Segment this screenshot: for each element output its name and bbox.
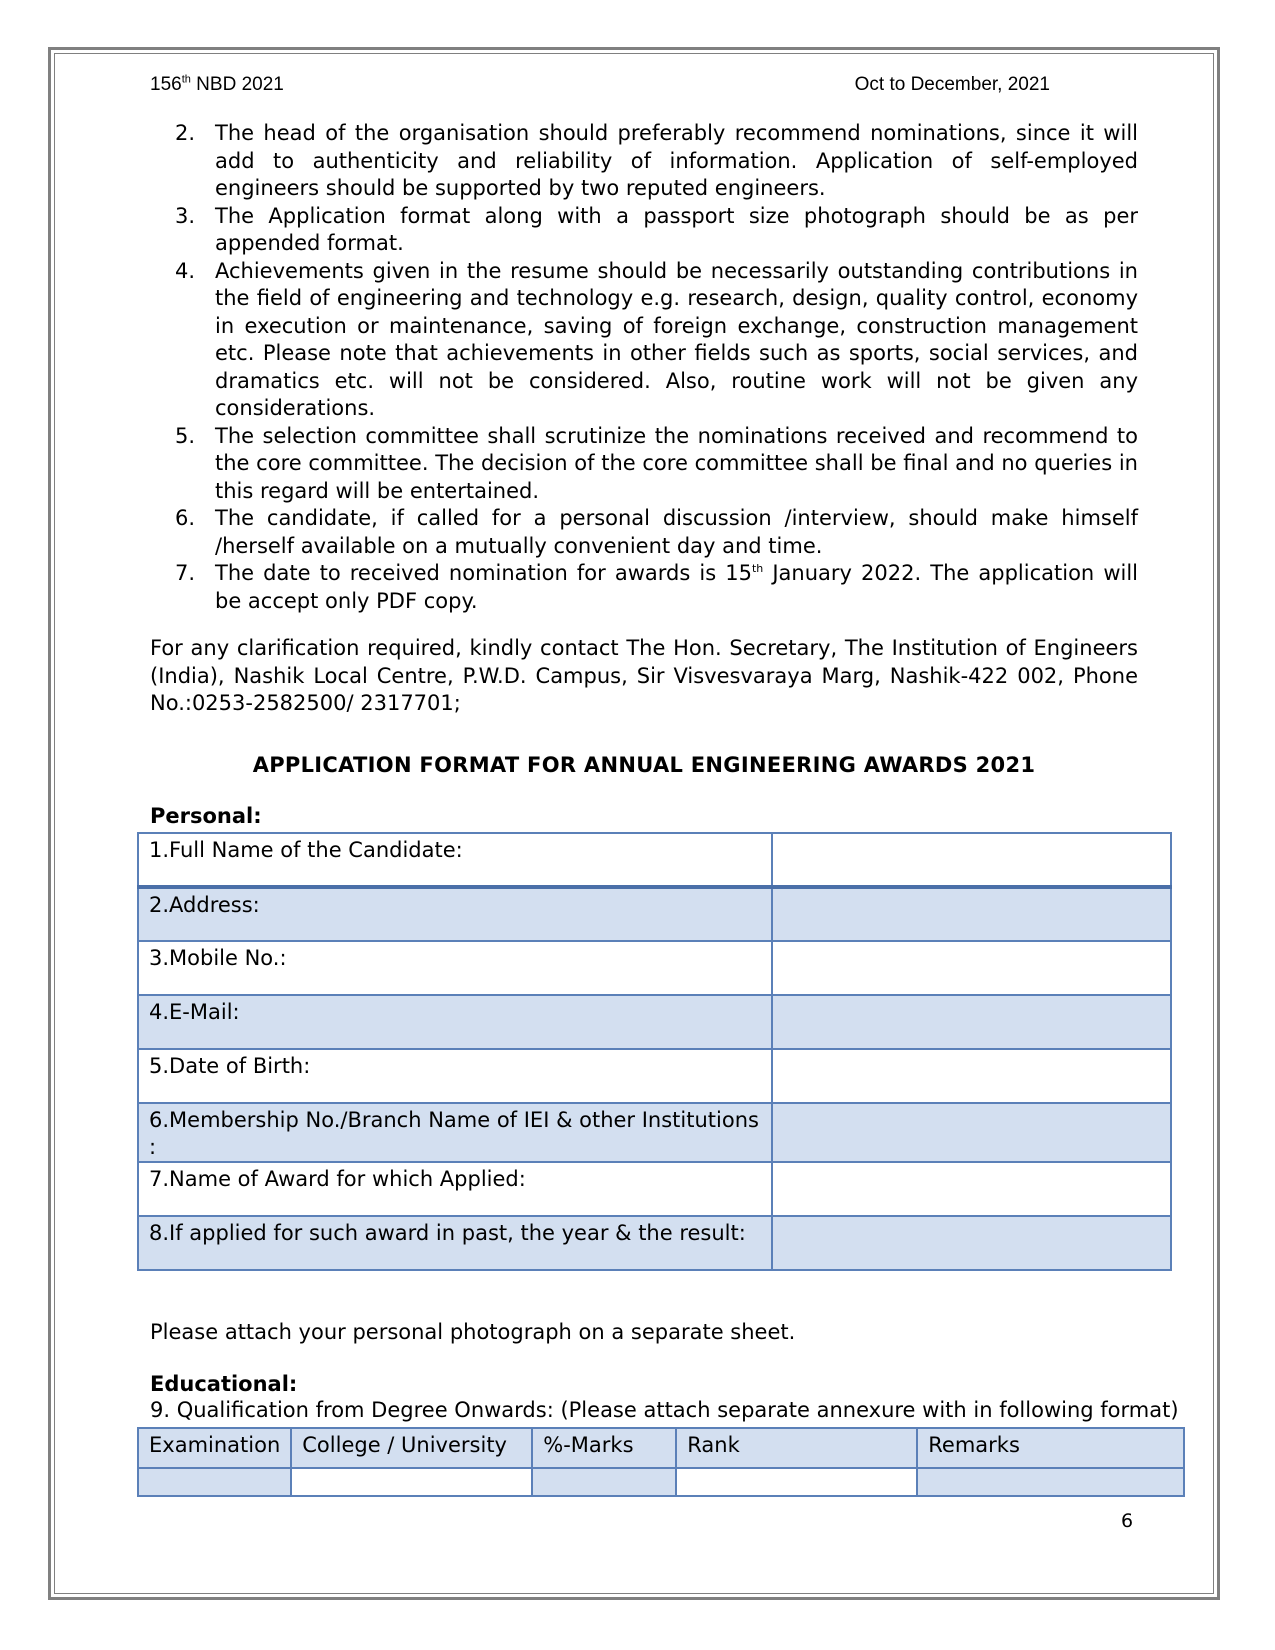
qualification-instruction: 9. Qualification from Degree Onwards: (Please attach separate annexure with in following format) — [150, 1398, 1179, 1422]
educational-section-label: Educational: — [150, 1372, 298, 1396]
field-label: 3.Mobile No.: — [138, 941, 772, 995]
rule-item: 4. Achievements given in the resume should be necessarily outstanding contributions in the field of engineering and technology e.g. research, design, quality control, economy in execution or maintenance, saving of foreign exchange, construction management etc. Please note that achievements in other fields such as sports, social services, and dramatics etc. will not be considered. Also, routine work will not be given any considerations. — [175, 258, 1138, 420]
table-row — [138, 1049, 1171, 1103]
table-row — [138, 1103, 1171, 1162]
table-cell[interactable] — [291, 1468, 532, 1496]
rule-item: 6. The candidate, if called for a personal discussion /interview, should make himself /herself available on a mutually convenient day and time. — [175, 506, 1138, 558]
field-value-cell[interactable] — [772, 1103, 1171, 1162]
table-row — [138, 833, 1171, 887]
table-row — [138, 1162, 1171, 1216]
personal-details-table — [137, 832, 1172, 1271]
rule-item: 2. The head of the organisation should preferably recommend nominations, since it will add to authenticity and reliability of information. Application of self-employed engineers should be supported by two reputed engineers. — [175, 121, 1138, 200]
field-label: 2.Address: — [138, 887, 772, 941]
field-label: 5.Date of Birth: — [138, 1049, 772, 1103]
column-header: Rank — [676, 1428, 917, 1468]
field-label: 6.Membership No./Branch Name of IEI & other Institutions : — [138, 1103, 772, 1162]
photo-note: Please attach your personal photograph on a separate sheet. — [150, 1320, 796, 1344]
header-edition: 156th NBD 2021 — [150, 73, 284, 95]
field-value-cell[interactable] — [772, 833, 1171, 887]
rule-item: 5. The selection committee shall scrutinize the nominations received and recommend to the core committee. The decision of the core committee shall be final and no queries in this regard will be entertained. — [175, 423, 1138, 503]
table-cell[interactable] — [532, 1468, 676, 1496]
field-label: 8.If applied for such award in past, the year & the result: — [138, 1216, 772, 1270]
table-header-row — [138, 1428, 1184, 1468]
field-value-cell[interactable] — [772, 995, 1171, 1049]
field-value-cell[interactable] — [772, 887, 1171, 941]
column-header: Remarks — [917, 1428, 1184, 1468]
table-cell[interactable] — [676, 1468, 917, 1496]
table-row — [138, 887, 1171, 941]
field-label: 1.Full Name of the Candidate: — [138, 833, 772, 887]
table-row — [138, 1216, 1171, 1270]
table-row — [138, 941, 1171, 995]
table-row — [138, 995, 1171, 1049]
page-number: 6 — [1121, 1510, 1134, 1532]
column-header: Examination — [138, 1428, 291, 1468]
contact-paragraph: For any clarification required, kindly contact The Hon. Secretary, The Institution of Engineers (India), Nashik Local Centre, P.W.D. Campus, Sir Visvesvaraya Marg, Nashik-422 002, Phone No.:0253-2582500/ 2317701; — [150, 636, 1138, 715]
field-value-cell[interactable] — [772, 1162, 1171, 1216]
qualification-table — [137, 1427, 1185, 1497]
table-cell[interactable] — [138, 1468, 291, 1496]
field-label: 4.E-Mail: — [138, 995, 772, 1049]
table-row — [138, 1468, 1184, 1496]
column-header: College / University — [291, 1428, 532, 1468]
field-value-cell[interactable] — [772, 1216, 1171, 1270]
personal-section-label: Personal: — [150, 804, 262, 828]
field-value-cell[interactable] — [772, 941, 1171, 995]
rule-item: 3. The Application format along with a passport size photograph should be as per appended format. — [175, 203, 1138, 255]
page-header — [150, 74, 1050, 98]
rule-item: 7. The date to received nomination for awards is 15th January 2022. The application will be accept only PDF copy. — [175, 561, 1138, 613]
table-cell[interactable] — [917, 1468, 1184, 1496]
column-header: %-Marks — [532, 1428, 676, 1468]
form-title: APPLICATION FORMAT FOR ANNUAL ENGINEERING AWARDS 2021 — [252, 753, 1036, 777]
field-value-cell[interactable] — [772, 1049, 1171, 1103]
rules-list — [150, 120, 1138, 615]
header-date-range: Oct to December, 2021 — [854, 74, 1050, 95]
field-label: 7.Name of Award for which Applied: — [138, 1162, 772, 1216]
